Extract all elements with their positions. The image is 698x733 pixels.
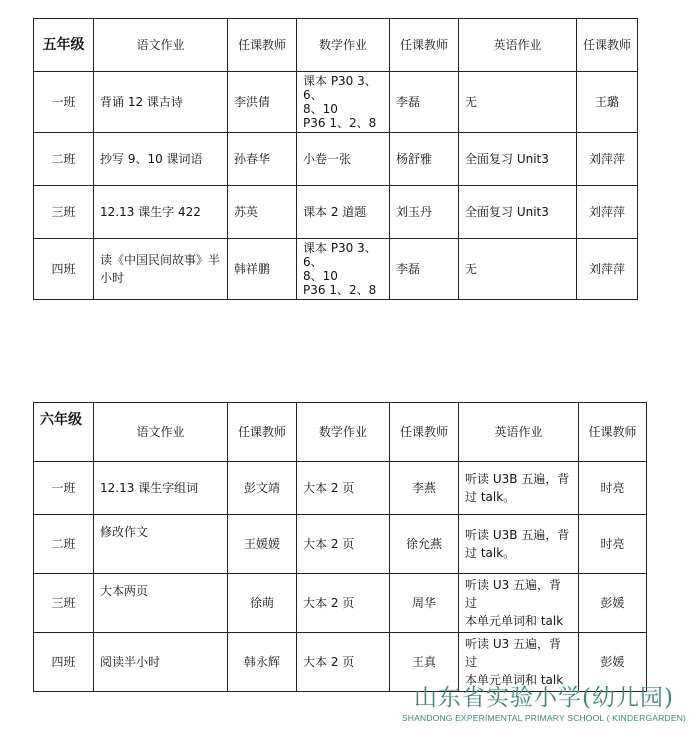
class-label: 一班: [34, 462, 94, 515]
english-teacher: 时亮: [579, 462, 647, 515]
chinese-homework: 修改作文: [94, 515, 228, 574]
table-row: [34, 633, 647, 692]
math-homework: 大本 2 页: [297, 515, 390, 574]
english-teacher: 彭媛: [579, 633, 647, 692]
header-math-hw: 数学作业: [297, 19, 390, 72]
class-label: 四班: [34, 633, 94, 692]
math-teacher: 李燕: [390, 462, 459, 515]
chinese-teacher: 彭文靖: [228, 462, 297, 515]
header-chinese-hw: 语文作业: [94, 19, 228, 72]
grade-label: 六年级: [34, 403, 94, 462]
math-homework: 小卷一张: [297, 133, 390, 186]
header-math-teacher: 任课教师: [390, 19, 459, 72]
chinese-teacher: 李洪倩: [228, 72, 297, 133]
english-teacher: 刘萍萍: [577, 239, 638, 300]
chinese-homework: 阅读半小时: [94, 633, 228, 692]
math-homework: 大本 2 页: [297, 574, 390, 633]
english-homework: 听读 U3 五遍，背过 本单元单词和 talk: [459, 633, 579, 692]
header-english-hw: 英语作业: [459, 403, 579, 462]
english-teacher: 王璐: [577, 72, 638, 133]
english-teacher: 彭媛: [579, 574, 647, 633]
header-english-teacher: 任课教师: [577, 19, 638, 72]
class-label: 一班: [34, 72, 94, 133]
math-teacher: 杨舒雅: [390, 133, 459, 186]
header-chinese-teacher: 任课教师: [228, 19, 297, 72]
math-teacher: 李磊: [390, 239, 459, 300]
school-name-english: SHANDONG EXPERIMENTAL PRIMARY SCHOOL ( KINDERGARDEN): [401, 713, 687, 723]
math-homework: 大本 2 页: [297, 633, 390, 692]
math-teacher: 徐允燕: [390, 515, 459, 574]
class-label: 二班: [34, 515, 94, 574]
english-teacher: 时亮: [579, 515, 647, 574]
class-label: 四班: [34, 239, 94, 300]
table-row: [34, 515, 647, 574]
english-homework: 无: [459, 72, 577, 133]
english-homework: 听读 U3B 五遍，背 过 talk。: [459, 462, 579, 515]
school-name-chinese: 山东省实验小学(幼儿园): [414, 685, 674, 711]
chinese-homework: 背诵 12 课古诗: [94, 72, 228, 133]
chinese-homework: 12.13 课生字组词: [94, 462, 228, 515]
header-english-teacher: 任课教师: [579, 403, 647, 462]
grade-label: 五年级: [34, 19, 94, 72]
english-homework: 听读 U3B 五遍，背 过 talk。: [459, 515, 579, 574]
chinese-homework: 大本两页: [94, 574, 228, 633]
school-logo: [398, 684, 690, 724]
header-math-hw: 数学作业: [297, 403, 390, 462]
chinese-teacher: 孙春华: [228, 133, 297, 186]
chinese-teacher: 韩祥鹏: [228, 239, 297, 300]
class-label: 二班: [34, 133, 94, 186]
english-teacher: 刘萍萍: [577, 186, 638, 239]
table-header-row: [34, 403, 647, 462]
table-row: [34, 239, 638, 300]
class-label: 三班: [34, 186, 94, 239]
chinese-teacher: 韩永辉: [228, 633, 297, 692]
math-homework: 课本 P30 3、6、 8、10 P36 1、2、8: [297, 239, 390, 300]
table-row: [34, 72, 638, 133]
header-math-teacher: 任课教师: [390, 403, 459, 462]
math-teacher: 李磊: [390, 72, 459, 133]
header-english-hw: 英语作业: [459, 19, 577, 72]
grade5-homework-table: [33, 18, 638, 300]
grade6-homework-table: [33, 402, 647, 692]
english-homework: 听读 U3 五遍，背过 本单元单词和 talk: [459, 574, 579, 633]
table-row: [34, 133, 638, 186]
math-homework: 课本 P30 3、6、 8、10 P36 1、2、8: [297, 72, 390, 133]
math-teacher: 周华: [390, 574, 459, 633]
english-homework: 全面复习 Unit3: [459, 133, 577, 186]
header-chinese-hw: 语文作业: [94, 403, 228, 462]
chinese-homework: 12.13 课生字 422: [94, 186, 228, 239]
class-label: 三班: [34, 574, 94, 633]
chinese-teacher: 王媛媛: [228, 515, 297, 574]
chinese-teacher: 徐萌: [228, 574, 297, 633]
math-homework: 大本 2 页: [297, 462, 390, 515]
chinese-homework: 读《中国民间故事》半 小时: [94, 239, 228, 300]
table-header-row: [34, 19, 638, 72]
english-homework: 全面复习 Unit3: [459, 186, 577, 239]
header-chinese-teacher: 任课教师: [228, 403, 297, 462]
table-row: [34, 186, 638, 239]
chinese-homework: 抄写 9、10 课词语: [94, 133, 228, 186]
table-row: [34, 462, 647, 515]
math-homework: 课本 2 道题: [297, 186, 390, 239]
chinese-teacher: 苏英: [228, 186, 297, 239]
table-row: [34, 574, 647, 633]
math-teacher: 王真: [390, 633, 459, 692]
math-teacher: 刘玉丹: [390, 186, 459, 239]
english-homework: 无: [459, 239, 577, 300]
english-teacher: 刘萍萍: [577, 133, 638, 186]
